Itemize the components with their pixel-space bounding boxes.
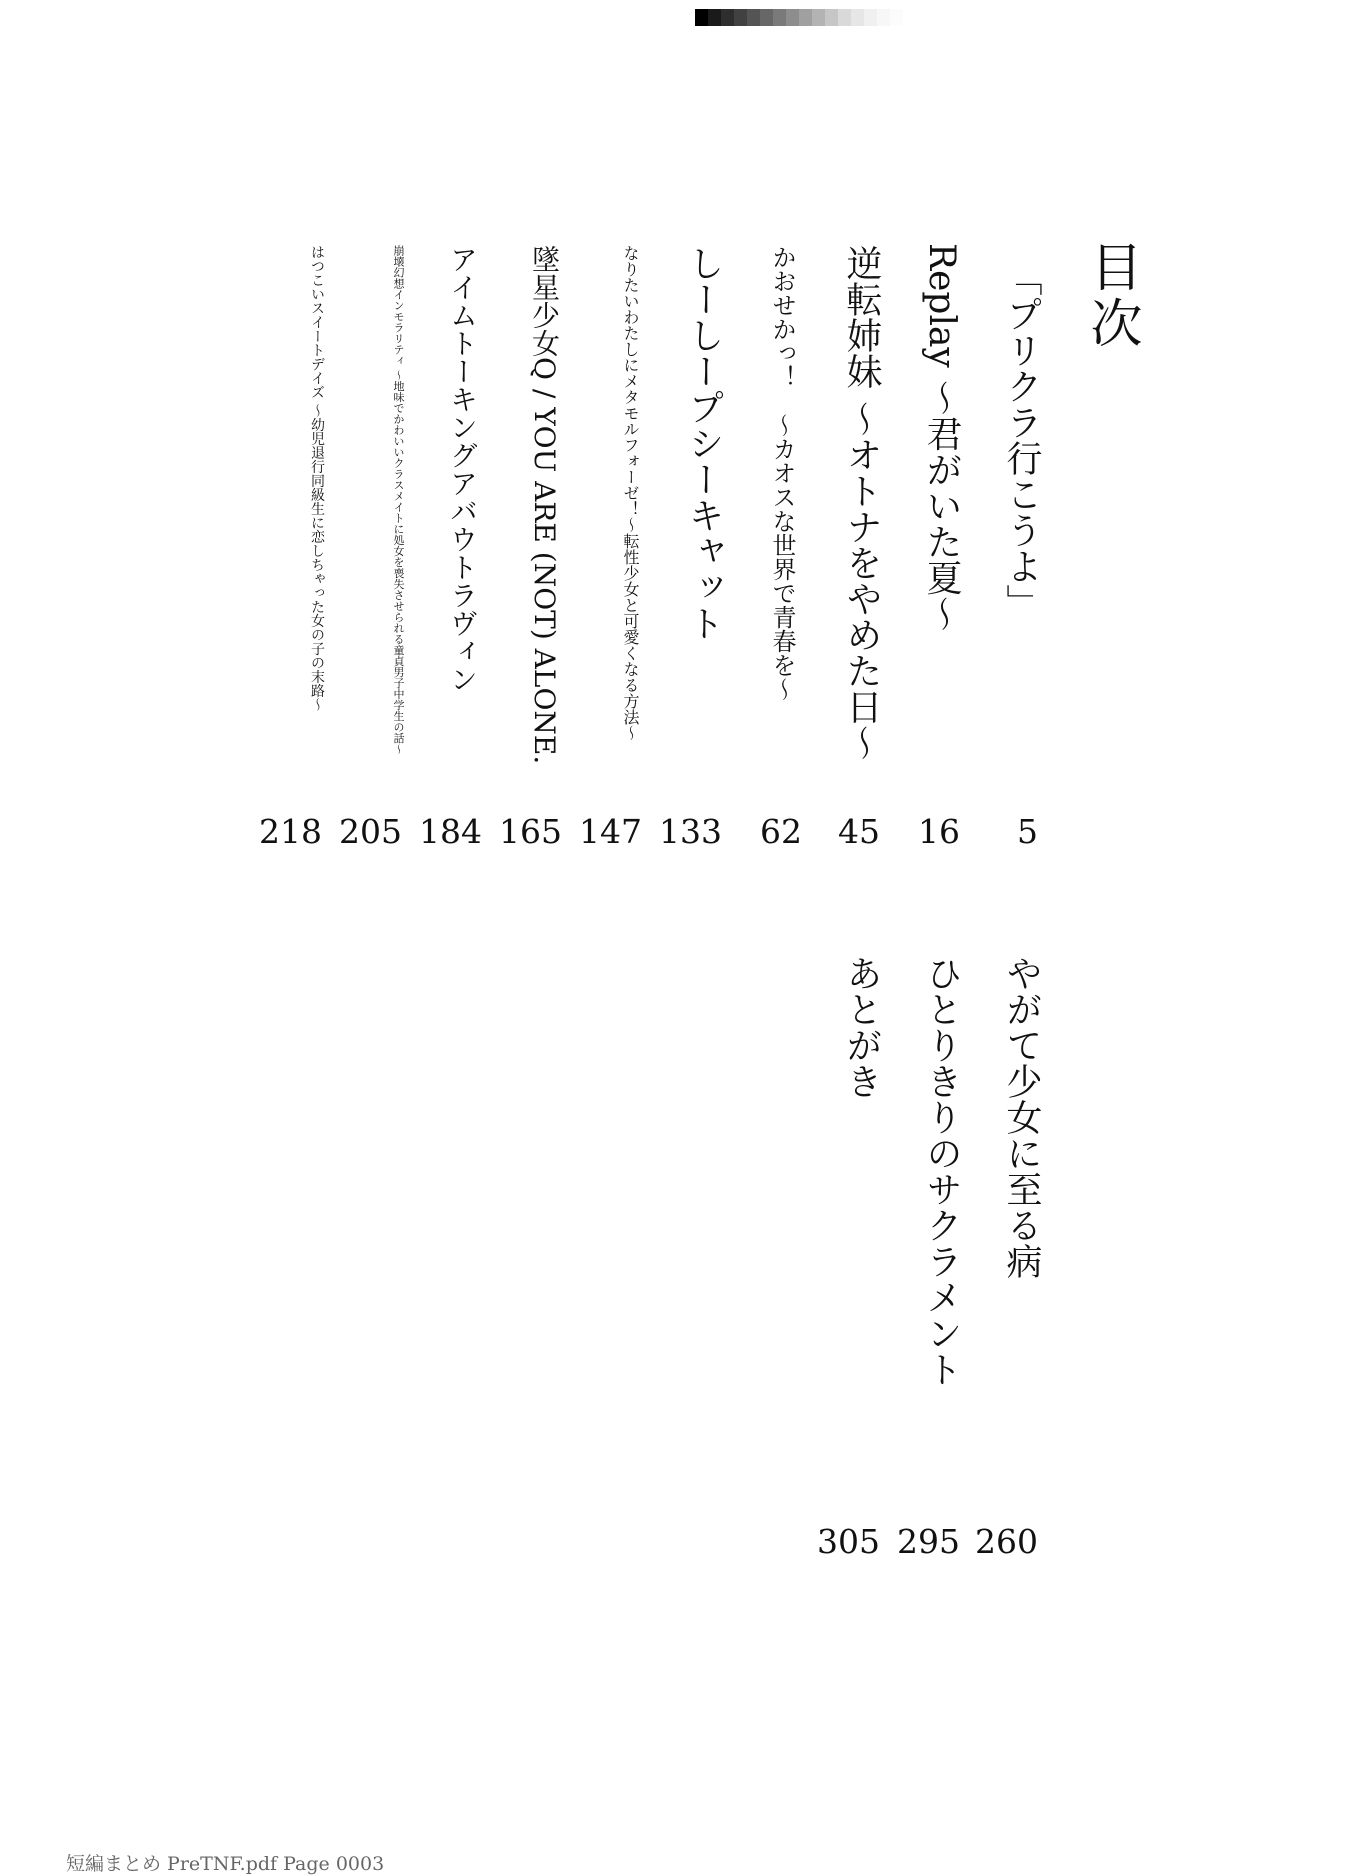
grayscale-swatch: [734, 9, 747, 26]
page-footer: 短編まとめ PreTNF.pdf Page 0003: [66, 1853, 385, 1875]
toc-entry-page-number: 133: [659, 812, 722, 851]
grayscale-swatch: [747, 9, 760, 26]
grayscale-swatch: [695, 9, 708, 26]
grayscale-swatch: [864, 9, 877, 26]
grayscale-swatch: [773, 9, 786, 26]
toc-entry-title: しーしープシーキャット: [683, 245, 724, 641]
grayscale-swatch: [825, 9, 838, 26]
toc-title: 目次: [1081, 240, 1141, 352]
toc-entry-page-number: 260: [975, 1522, 1038, 1561]
toc-entry-title: 逆転姉妹 ～オトナをやめた日～: [841, 245, 882, 761]
toc-entry-title: あとがき: [841, 955, 882, 1099]
toc-entry-page-number: 184: [419, 812, 482, 851]
toc-entry-title: 墜星少女Q / YOU ARE (NOT) ALONE.: [528, 245, 561, 765]
toc-entry-page-number: 295: [897, 1522, 960, 1561]
toc-entry-title: 「プリクラ行こうよ」: [1001, 260, 1042, 620]
grayscale-swatch: [851, 9, 864, 26]
toc-entry-page-number: 218: [259, 812, 322, 851]
toc-entry-page-number: 62: [760, 812, 802, 851]
grayscale-swatch: [890, 9, 903, 26]
grayscale-swatch: [721, 9, 734, 26]
toc-entry-page-number: 305: [817, 1522, 880, 1561]
toc-entry-page-number: 147: [579, 812, 642, 851]
toc-entry-title: 崩壊幻想インモラリティ ～地味でかわいいクラスメイトに処女を喪失させられる童貞男子中学生の話～: [392, 245, 405, 755]
toc-entry-title: なりたいわたしにメタモルフォーゼ！～転性少女と可愛くなる方法～: [621, 245, 640, 741]
toc-entry-page-number: 165: [499, 812, 562, 851]
toc-entry-page-number: 205: [339, 812, 402, 851]
grayscale-swatch: [838, 9, 851, 26]
toc-entry-title: やがて少女に至る病: [1001, 955, 1042, 1279]
toc-entry-page-number: 45: [838, 812, 880, 851]
grayscale-swatch: [708, 9, 721, 26]
toc-entry-page-number: 16: [918, 812, 960, 851]
grayscale-swatch: [799, 9, 812, 26]
grayscale-swatch: [877, 9, 890, 26]
grayscale-swatch: [786, 9, 799, 26]
toc-entry-title: かおせかっ！ ～カオスな世界で青春を～: [768, 245, 796, 701]
toc-entry-page-number: 5: [1017, 812, 1038, 851]
grayscale-swatch: [760, 9, 773, 26]
grayscale-calibration-bar: [695, 9, 903, 26]
toc-entry-title: Replay ～君がいた夏～: [921, 243, 962, 632]
toc-entry-title: はつこいスイートデイズ ～幼児退行同級生に恋しちゃった女の子の末路～: [309, 245, 325, 712]
grayscale-swatch: [812, 9, 825, 26]
toc-entry-title: ひとりきりのサクラメント: [921, 955, 962, 1387]
toc-entry-title: アイムトーキングアバウトラヴィン: [446, 245, 479, 693]
